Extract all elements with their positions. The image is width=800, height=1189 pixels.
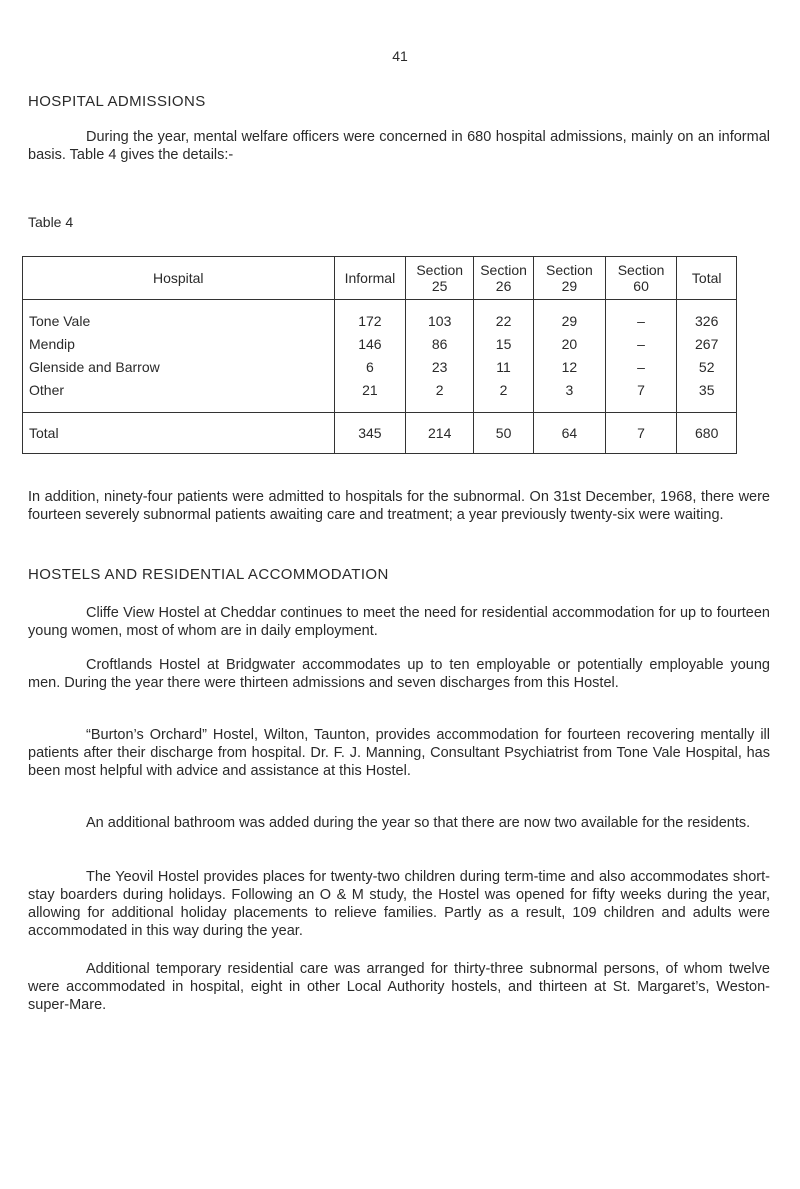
cell-hospital: Other xyxy=(23,379,335,413)
table-header-row xyxy=(23,257,737,300)
cell-s26: 15 xyxy=(474,333,534,356)
cell-s26: 11 xyxy=(474,356,534,379)
cell-s26: 22 xyxy=(474,300,534,334)
cell-s60: – xyxy=(605,333,677,356)
table-row xyxy=(23,333,737,356)
paragraph-croftlands: Croftlands Hostel at Bridgwater accommodates up to ten employable or potentially employable young men. During the year there were thirteen admissions and seven discharges from this Hostel. xyxy=(28,657,770,691)
heading-hospital-admissions: HOSPITAL ADMISSIONS xyxy=(28,93,206,110)
cell-s60: – xyxy=(605,300,677,334)
header-total: Total xyxy=(677,257,737,300)
cell-total: 52 xyxy=(677,356,737,379)
table-total-row xyxy=(23,413,737,454)
cell-s25: 103 xyxy=(406,300,474,334)
after-table-paragraph: In addition, ninety-four patients were admitted to hospitals for the subnormal. On 31st December, 1968, there were fourteen severely subnormal patients awaiting care and treatment; a year previously twenty-six were waiting. xyxy=(28,489,770,523)
table-label: Table 4 xyxy=(28,214,74,230)
admissions-table xyxy=(22,256,737,454)
page-number: 41 xyxy=(392,48,408,64)
table-row xyxy=(23,356,737,379)
intro-paragraph: During the year, mental welfare officers were concerned in 680 hospital admissions, mainly on an informal basis. Table 4 gives the details:- xyxy=(28,129,770,163)
cell-informal: 172 xyxy=(334,300,406,334)
header-section-25: Section 25 xyxy=(406,257,474,300)
header-section-26: Section 26 xyxy=(474,257,534,300)
cell-informal: 21 xyxy=(334,379,406,413)
cell-hospital: Mendip xyxy=(23,333,335,356)
paragraph-burtons-orchard: “Burton’s Orchard” Hostel, Wilton, Taunton, provides accommodation for fourteen recovering mentally ill patients after their discharge from hospital. Dr. F. J. Manning, Consultant Psychiatrist from Tone Vale Hospital, has been most helpful with advice and assistance at this Hostel. xyxy=(28,727,770,779)
cell-s25: 2 xyxy=(406,379,474,413)
cell-s29: 20 xyxy=(534,333,606,356)
cell-s60: – xyxy=(605,356,677,379)
total-informal: 345 xyxy=(334,413,406,454)
table-row xyxy=(23,379,737,413)
cell-s25: 86 xyxy=(406,333,474,356)
cell-total: 267 xyxy=(677,333,737,356)
total-s29: 64 xyxy=(534,413,606,454)
cell-s60: 7 xyxy=(605,379,677,413)
cell-s29: 29 xyxy=(534,300,606,334)
cell-s29: 3 xyxy=(534,379,606,413)
cell-hospital: Glenside and Barrow xyxy=(23,356,335,379)
cell-informal: 6 xyxy=(334,356,406,379)
header-hospital: Hospital xyxy=(23,257,335,300)
table-row xyxy=(23,300,737,334)
paragraph-cliffe-view: Cliffe View Hostel at Cheddar continues to meet the need for residential accommodation for up to fourteen young women, most of whom are in daily employment. xyxy=(28,605,770,639)
total-label: Total xyxy=(23,413,335,454)
heading-hostels: HOSTELS AND RESIDENTIAL ACCOMMODATION xyxy=(28,566,389,583)
cell-s25: 23 xyxy=(406,356,474,379)
cell-informal: 146 xyxy=(334,333,406,356)
cell-total: 35 xyxy=(677,379,737,413)
paragraph-temporary-care: Additional temporary residential care was arranged for thirty-three subnormal persons, of whom twelve were accommodated in hospital, eight in other Local Authority hostels, and thirteen at St. Margaret’s, Weston-super-Mare. xyxy=(28,961,770,1013)
cell-s29: 12 xyxy=(534,356,606,379)
paragraph-yeovil: The Yeovil Hostel provides places for twenty-two children during term-time and also accommodates short-stay boarders during holidays. Following an O & M study, the Hostel was opened for fifty weeks during the year, allowing for additional holiday placements to relieve families. Partly as a result, 109 children and adults were accommodated in this way during the year. xyxy=(28,869,770,939)
cell-total: 326 xyxy=(677,300,737,334)
header-section-60: Section 60 xyxy=(605,257,677,300)
header-section-29: Section 29 xyxy=(534,257,606,300)
total-s26: 50 xyxy=(474,413,534,454)
total-s25: 214 xyxy=(406,413,474,454)
cell-s26: 2 xyxy=(474,379,534,413)
header-informal: Informal xyxy=(334,257,406,300)
paragraph-bathroom: An additional bathroom was added during the year so that there are now two available for the residents. xyxy=(86,815,751,831)
cell-hospital: Tone Vale xyxy=(23,300,335,334)
total-s60: 7 xyxy=(605,413,677,454)
total-total: 680 xyxy=(677,413,737,454)
